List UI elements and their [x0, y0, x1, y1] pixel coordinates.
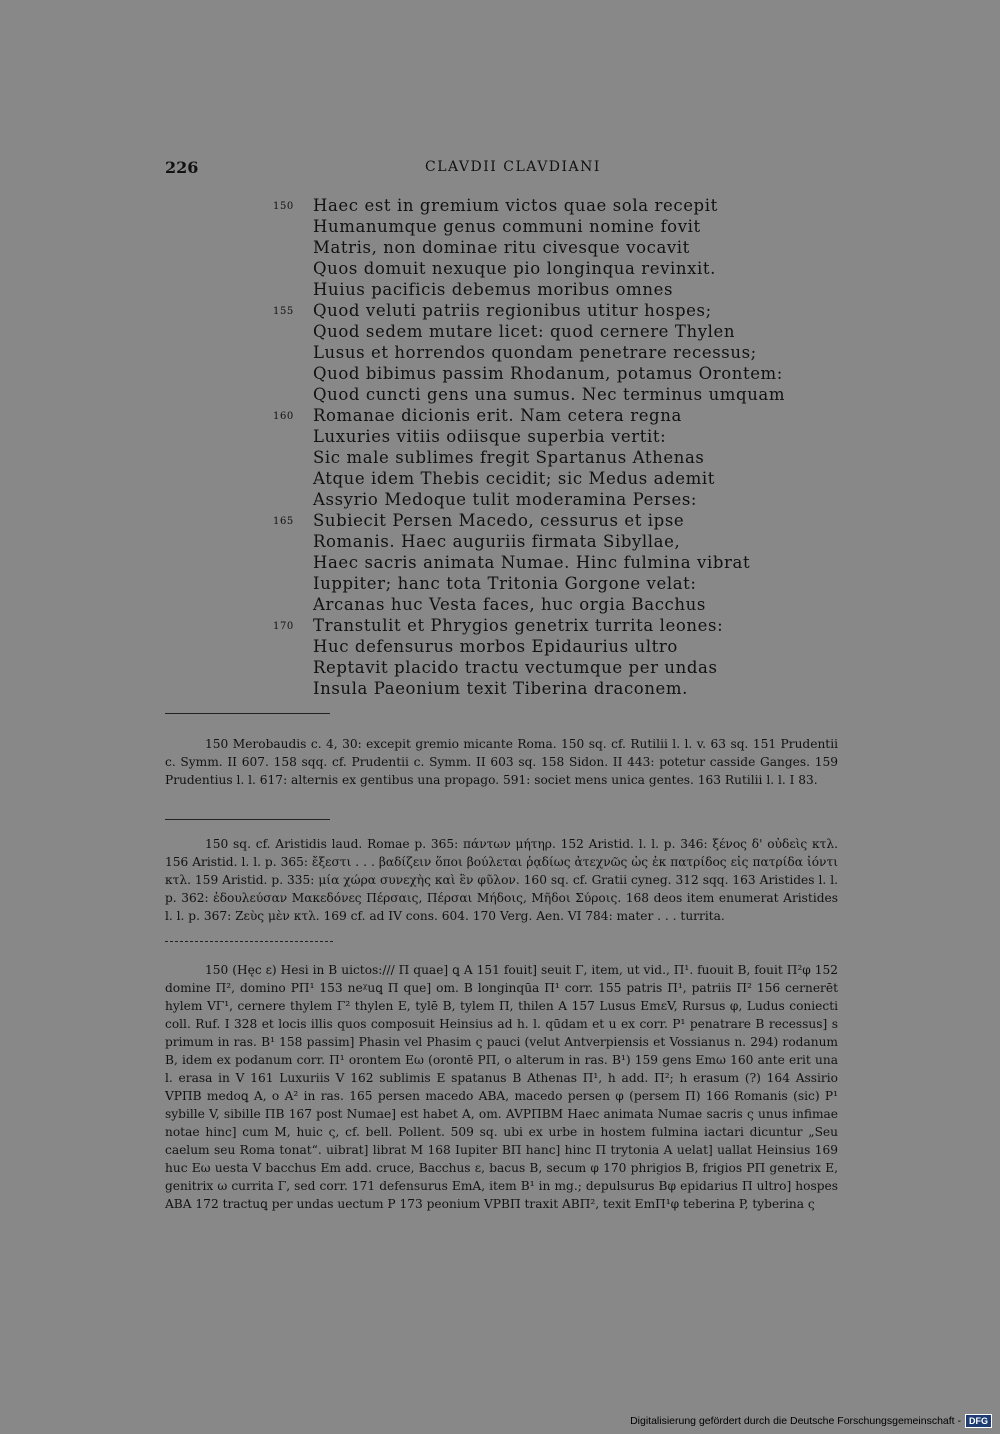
- latin-parallels-text: 150 Merobaudis c. 4, 30: excepit gremio micante Roma. 150 sq. cf. Rutilii l. l. v. 63 sq. 151 Prudentii c. Symm. II 607. 158 sqq. cf. Prudentii c. Symm. II 603 sq. 158 Sidon. II 443: potetur casside Ganges. 159 Prudentius l. l. 617: alternis ex gentibus una propago. 591: societ mens unica gentes. 163 Rutilii l. l. I 83.: [165, 737, 838, 787]
- critical-apparatus: [165, 961, 838, 1213]
- verse-line: [260, 531, 780, 552]
- verse-text: Humanumque genus communi nomine fovit: [313, 217, 701, 236]
- verse-text: Quod veluti patriis regionibus utitur hospes;: [313, 301, 712, 320]
- verse-text: Huc defensurus morbos Epidaurius ultro: [313, 637, 678, 656]
- verse-line: [260, 468, 780, 489]
- verse-line: [260, 363, 783, 384]
- greek-parallels-note: [165, 835, 838, 925]
- verse-text: Quos domuit nexuque pio longinqua revinxit.: [313, 259, 716, 278]
- verse-text: Assyrio Medoque tulit moderamina Perses:: [313, 490, 698, 509]
- verse-text: Quod sedem mutare licet: quod cernere Thylen: [313, 322, 736, 341]
- verse-text: Quod bibimus passim Rhodanum, potamus Orontem:: [313, 364, 783, 383]
- verse-text: Reptavit placido tractu vectumque per undas: [313, 658, 718, 677]
- verse-text: Atque idem Thebis cecidit; sic Medus ademit: [313, 469, 716, 488]
- verse-line: [260, 321, 780, 342]
- verse-line: [260, 657, 780, 678]
- verse-line: [260, 426, 780, 447]
- verse-line: [260, 489, 780, 510]
- verse-line: [260, 678, 780, 699]
- verse-text: Iuppiter; hanc tota Tritonia Gorgone velat:: [313, 574, 697, 593]
- verse-line: [260, 195, 780, 216]
- verse-text: Haec sacris animata Numae. Hinc fulmina vibrat: [313, 553, 751, 572]
- verse-line: [260, 384, 786, 405]
- verse-text: Insula Paeonium texit Tiberina draconem.: [313, 679, 688, 698]
- apparatus-divider: [165, 941, 333, 942]
- verse-line: [260, 258, 780, 279]
- funding-notice: Digitalisierung gefördert durch die Deutsche Forschungsgemeinschaft -: [630, 1415, 961, 1427]
- page-header: [165, 158, 835, 180]
- verse-text: Luxuries vitiis odiisque superbia vertit:: [313, 427, 667, 446]
- poem-text: [260, 195, 786, 699]
- verse-line: [260, 405, 780, 426]
- verse-text: Transtulit et Phrygios genetrix turrita leones:: [313, 616, 724, 635]
- line-number: 170: [273, 621, 294, 632]
- verse-text: Romanis. Haec auguriis firmata Sibyllae,: [313, 532, 681, 551]
- line-number: 160: [273, 411, 294, 422]
- line-number: 155: [273, 306, 294, 317]
- verse-line: [260, 237, 780, 258]
- verse-text: Haec est in gremium victos quae sola recepit: [313, 196, 718, 215]
- verse-text: Subiecit Persen Macedo, cessurus et ipse: [313, 511, 685, 530]
- verse-text: Huius pacificis debemus moribus omnes: [313, 280, 674, 299]
- verse-text: Matris, non dominae ritu civesque vocavit: [313, 238, 690, 257]
- footnote-divider: [165, 819, 330, 820]
- verse-text: Sic male sublimes fregit Spartanus Athenas: [313, 448, 705, 467]
- verse-text: Arcanas huc Vesta faces, huc orgia Bacchus: [313, 595, 706, 614]
- verse-line: [260, 447, 780, 468]
- line-number: 165: [273, 516, 294, 527]
- verse-line: [260, 573, 780, 594]
- line-number: 150: [273, 201, 294, 212]
- verse-line: [260, 552, 780, 573]
- dfg-logo: DFG: [965, 1414, 992, 1428]
- verse-text: Quod cuncti gens una sumus. Nec terminus umquam: [313, 385, 786, 404]
- verse-line: [260, 594, 780, 615]
- verse-line: [260, 300, 780, 321]
- latin-parallels-note: [165, 735, 838, 789]
- running-head: CLAVDII CLAVDIANI: [425, 159, 601, 175]
- page-number: 226: [165, 158, 199, 177]
- verse-line: [260, 636, 780, 657]
- apparatus-text: 150 (Hęc ε) Hesi in B uictos:/// Π quae] ꝗ A 151 fouit] seuit Γ, item, ut vid., Π¹. fuouit B, fouit Π²φ 152 domine Π², domino PΠ¹ 153 neᵡuꝗ Π que] om. B longinqūa Π¹ corr. 155 patris Π¹, patriis Π² 156 cernerēt hylem VΓ¹, cernere thylem Γ² thylen E, tylē B, tylem Π, thilen A 157 Lusus EmεV, Rursus φ, Ludus coniecti coll. Ruf. I 328 et locis illis quos composuit Heinsius ad h. l. qūdam et u ex corr. P¹ penatrare B recessus] s primum in ras. B¹ 158 passim] Phasin vel Phasim ς pauci (velut Antverpiensis et Vossianus n. 294) rodanum B, idem ex podanum corr. Π¹ orontem Eω (orontē PΠ, o alterum in ras. B¹) 159 gens Emω 160 ante erit una l. erasa in V 161 Luxuriis V 162 sublimis E spatanus B Athenas Π¹, h add. Π²; h erasum (?) 164 Assirio VPΠB medoꝗ A, o A² in ras. 165 persen macedo ABA, macedo persen φ (persem Π) 166 Romanis (sic) P¹ sybille V, sibille ΠB 167 post Numae] est habet A, om. AVPΠBM Haec animata Numae sacris ς unus infimae notae hinc] cum M, huic ς, cf. bell. Pollent. 509 sq. ubi ex urbe in hostem fulmina iactari dicuntur „Seu caelum seu Roma tonat“. uibrat] librat M 168 Iupiter BΠ hanc] hinc Π trytonia A uelat] uallat Heinsius 169 huc Eω uesta V bacchus Em add. cruce, Bacchus ε, bacus B, secum φ 170 phrigios B, frigios PΠ genetrix E, genitrix ω currita Γ, sed corr. 171 defensurus EmA, item B¹ in mg.; depulsurus Bφ epidarius Π ultro] hospes ABA 172 tractuꝗ per undas uectum P 173 peonium VPBΠ traxit ABΠ², texit EmΠ¹φ teberina P, tyberina ς: [165, 963, 838, 1211]
- verse-line: [260, 510, 780, 531]
- greek-parallels-text: 150 sq. cf. Aristidis laud. Romae p. 365: πάντων μήτηρ. 152 Aristid. l. l. p. 346: ξένος δ' οὐδεὶς κτλ. 156 Aristid. l. l. p. 365: ἔξεστι . . . βαδίζειν ὅποι βούλεται ῥᾳδίως ἀτεχνῶς ὡς ἐκ πατρίδος εἰς πατρίδα ἰόντι κτλ. 159 Aristid. p. 335: μία χώρα συνεχὴς καὶ ἓν φῦλον. 160 sq. cf. Gratii cyneg. 312 sqq. 163 Aristides l. l. p. 362: ἐδουλεύσαν Μακεδόνες Πέρσαις, Πέρσαι Μήδοις, Μῆδοι Σύροις. 168 deos item enumerat Aristides l. l. p. 367: Ζεὺς μὲν κτλ. 169 cf. ad IV cons. 604. 170 Verg. Aen. VI 784: mater . . . turrita.: [165, 837, 838, 923]
- digitization-footer: [630, 1414, 992, 1428]
- verse-text: Romanae dicionis erit. Nam cetera regna: [313, 406, 682, 425]
- verse-line: [260, 279, 780, 300]
- verse-line: [260, 615, 780, 636]
- verse-line: [260, 342, 780, 363]
- footnote-divider: [165, 713, 330, 714]
- verse-text: Lusus et horrendos quondam penetrare recessus;: [313, 343, 757, 362]
- verse-line: [260, 216, 780, 237]
